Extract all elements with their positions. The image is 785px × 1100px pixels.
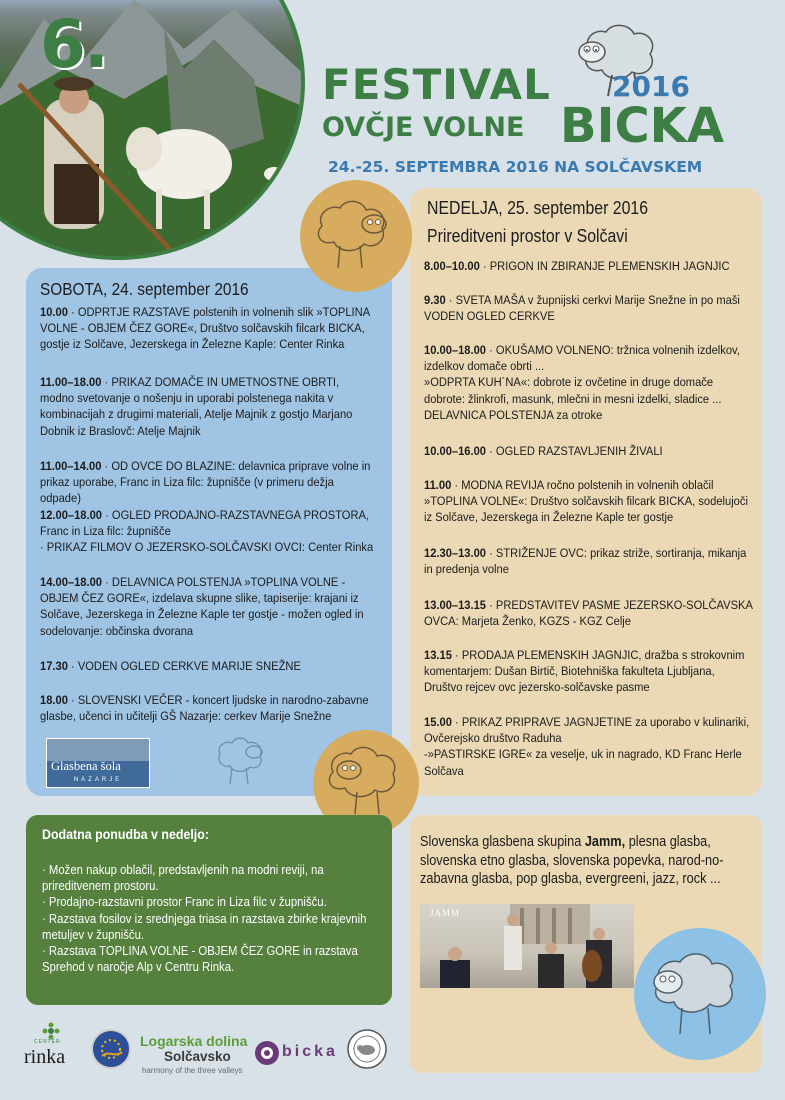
music-description: Slovenska glasbena skupina Jamm, plesna glasba, slovenska etno glasba, slovenska popevka, narod-no-zabavna glasba, pop glasba, evergreeni, jazz, rock ... — [420, 834, 724, 887]
sheep-sketch-icon — [210, 732, 270, 788]
society-seal-icon — [346, 1028, 388, 1070]
saturday-entry: 18.00 · SLOVENSKI VEČER - koncert ljudske in narodno-zabavne glasbe, učenci in učitelji GŠ Nazarje: cerkev Marije Snežne — [40, 693, 369, 724]
sunday-entry: 15.00 · PRIKAZ PRIPRAVE JAGNJETINE za uporabo v kulinariki, Ovčerejsko društvo Raduha -»PASTIRSKE IGRE« za veselje, uk in nagrado, KD Franc Herle Solčava — [424, 715, 750, 778]
festival-dates: 24.-25. SEPTEMBRA 2016 NA SOLČAVSKEM — [328, 158, 703, 176]
bicka-logo-icon — [254, 1040, 280, 1066]
extra-offer-title: Dodatna ponudba v nedeljo: — [42, 827, 209, 842]
band-photo-label: JAMM — [430, 908, 461, 918]
festival-year: 2016 — [612, 70, 690, 103]
solcavsko-logo: Solčavsko — [164, 1049, 231, 1064]
logarska-tagline: harmony of the three valleys — [142, 1066, 243, 1075]
extra-offer-item: · Razstava TOPLINA VOLNE - OBJEM ČEZ GORE in razstava Sprehod v naročje Alp v Centru Rinka. — [42, 944, 358, 975]
saturday-entry: 11.00–18.00 · PRIKAZ DOMAČE IN UMETNOSTNE OBRTI, modno svetovanje o nošenju in uporabi polstenega nakita v kombinacijah z drugimi materiali, Atelje Majnik z gostjo Marjano Dobnik iz Braslovč: Atelje Majnik — [40, 375, 353, 438]
saturday-entry: 17.30 · VODEN OGLED CERKVE MARIJE SNEŽNE — [40, 659, 301, 673]
logarska-logo: Logarska dolina — [140, 1033, 248, 1049]
sunday-entry: 13.00–13.15 · PREDSTAVITEV PASME JEZERSKO-SOLČAVSKA OVCA: Marjeta Ženko, KGZS - KGZ Celje — [424, 598, 753, 629]
rinka-flower-icon — [40, 1022, 62, 1040]
sunday-entry: 12.30–13.00 · STRIŽENJE OVC: prikaz striže, sortiranja, mikanja in predenja volne — [424, 546, 747, 577]
sunday-entry: 11.00 · MODNA REVIJA ročno polstenih in volnenih oblačil »TOPLINA VOLNE«: Društvo solčavskih filcark BICKA, sodelujoči iz Solčave, Jezerskega in Železne Kaple ter gostje — [424, 478, 748, 525]
sunday-title: NEDELJA, 25. september 2016 — [427, 198, 649, 218]
extra-offer-item: · Prodajno-razstavni prostor Franc in Liza filc v župnišču. — [42, 895, 327, 910]
sunday-entry: 8.00–10.00 · PRIGON IN ZBIRANJE PLEMENSKIH JAGNJIC — [424, 259, 730, 273]
festival-subtitle: OVČJE VOLNE — [322, 112, 525, 143]
sunday-entry: 10.00–18.00 · OKUŠAMO VOLNENO: tržnica volnenih izdelkov, izdelkov domače obrti ... »ODPRTA KUH´NA«: dobrote iz ovčetine in druge domače dobrote: žlinkrofi, masunk, mlečni in mesni izdelki, sladice ... DELAVNICA POLSTENJA za otroke — [424, 343, 740, 422]
sunday-entry: 9.30 · SVETA MAŠA v župnijski cerkvi Marije Snežne in po maši VODEN OGLED CERKVE — [424, 293, 740, 324]
sheep-circle-blue — [634, 928, 766, 1060]
sheep-circle-orange-top — [300, 180, 412, 292]
extra-offer-list — [42, 862, 375, 975]
festival-bicka: BICKA — [560, 98, 725, 154]
sunday-entry: 10.00–16.00 · OGLED RAZSTAVLJENIH ŽIVALI — [424, 444, 663, 458]
festival-title: FESTIVAL — [322, 60, 551, 109]
rinka-logo: rinka — [24, 1046, 66, 1068]
saturday-entry: 11.00–14.00 · OD OVCE DO BLAZINE: delavnica priprave volne in prikaz uporabe, Franc in Liza filc: župnišče (v primeru dežja odpade) — [40, 459, 371, 506]
extra-offer-item: · Razstava fosilov iz srednjega triasa in razstava zbirke krajevnih metuljev v župnišču. — [42, 911, 367, 942]
glasbena-sola-logo — [46, 738, 150, 788]
extra-offer-item: · Možen nakup oblačil, predstavljenih na modni reviji, na prireditvenem prostoru. — [42, 863, 324, 894]
sunday-entry: 13.15 · PRODAJA PLEMENSKIH JAGNJIC, dražba s strokovnim komentarjem: Dušan Birtič, Biotehniška fakulteta Ljubljana, Društvo rejcev ovc jezersko-solčavske pasme — [424, 648, 745, 695]
saturday-entry: 14.00–18.00 · DELAVNICA POLSTENJA »TOPLINA VOLNE - OBJEM ČEZ GORE«, izdelava skupne slike, tapiserije: krajani iz Solčave, Jezerskega in Železne Kaple ter gostje - možen ogled in sodelovanje: občinska dvorana — [40, 575, 364, 638]
glasbena-sola-name: Glasbena šola — [51, 759, 121, 773]
sheep-icon — [300, 180, 412, 292]
saturday-title: SOBOTA, 24. september 2016 — [40, 279, 249, 299]
eu-emblem-icon — [90, 1028, 132, 1070]
glasbena-sola-sub: NAZARJE — [73, 777, 123, 783]
sheep-icon — [634, 928, 766, 1060]
rinka-center-label: CENTER — [34, 1039, 61, 1045]
edition-number: 6. — [40, 6, 107, 83]
sunday-subtitle: Prireditveni prostor v Solčavi — [427, 226, 628, 246]
saturday-entry: 10.00 · ODPRTJE RAZSTAVE polstenih in volnenih slik »TOPLINA VOLNE - OBJEM ČEZ GORE«, Društvo solčavskih filcark BICKA, gostje iz Solčave, Jezerskega in Železne Kaple: Center Rinka — [40, 305, 370, 352]
saturday-entry: 12.00–18.00 · OGLED PRODAJNO-RAZSTAVNEGA PROSTORA, Franc in Liza filc: župnišče · PRIKAZ FILMOV O JEZERSKO-SOLČAVSKI OVCI: Center Rinka — [40, 508, 374, 555]
bicka-logo: bicka — [282, 1043, 338, 1060]
